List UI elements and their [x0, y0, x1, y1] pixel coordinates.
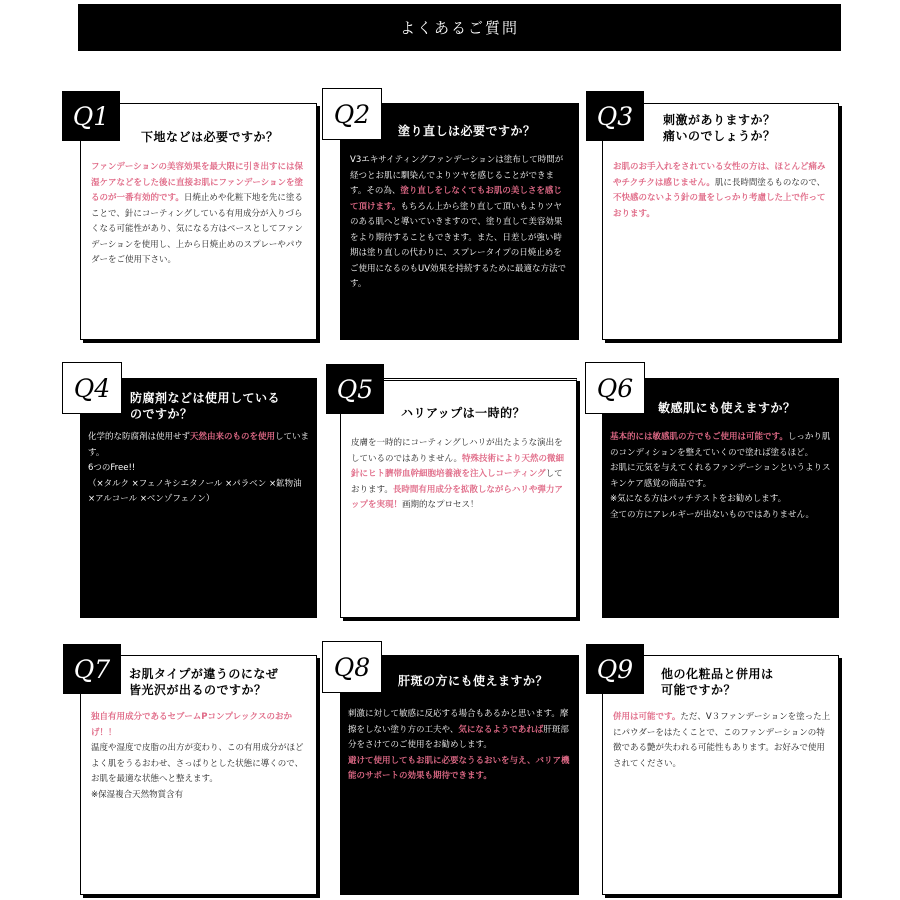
answer-highlight: 併用は可能です。 — [613, 712, 681, 722]
answer-text: 刺激に対して敏感に反応する場合もあるかと思います。摩擦をしない塗り方の工夫や、 — [348, 709, 569, 735]
badge-q2: Q2 — [322, 88, 382, 140]
answer-highlight: 基本的には敏感肌の方でもご使用は可能です。 — [610, 432, 788, 442]
faq-card-q5 — [340, 378, 577, 618]
question-q1: 下地などは必要ですか？ — [141, 130, 279, 144]
question-q9: 他の化粧品と併用は 可能ですか？ — [661, 667, 774, 697]
badge-q9: Q9 — [586, 644, 644, 694]
answer-text: しっかり肌のコンディションを整えていくので塗れば塗るほど。 — [610, 432, 831, 458]
answer-text: 温度や湿度で皮脂の出方が変わり、この有用成分がほどよく肌をうるおわせ、さっぱりとした状態に導くので、お肌を最適な状態へと整えます。 — [91, 743, 304, 784]
badge-q1: Q1 — [62, 91, 120, 141]
answer-text: 画期的なプロセス！ — [402, 500, 479, 510]
page-header — [78, 4, 841, 51]
answer-q2 — [350, 153, 570, 293]
answer-text: ※気になる方はパッチテストをお勧めします。 — [610, 494, 787, 504]
badge-q5: Q5 — [326, 364, 384, 414]
answer-highlight: 独自有用成分であるセブームPコンプレックスのおかげ！！ — [91, 712, 292, 738]
answer-q6 — [610, 430, 832, 523]
badge-q6: Q6 — [585, 362, 645, 414]
page-title: よくあるご質問 — [399, 19, 519, 37]
faq-card-q4 — [80, 378, 317, 618]
answer-highlight: 特殊技術により天然の微細針にヒト臍帯血幹細胞培養液を注入しコーティング — [351, 453, 565, 479]
badge-q3: Q3 — [586, 91, 644, 141]
answer-q5 — [351, 436, 569, 514]
answer-text: しております。 — [351, 469, 563, 495]
answer-text: しています。 — [88, 432, 310, 458]
answer-q9 — [613, 710, 831, 772]
answer-highlight: 天然由来のものを使用 — [190, 432, 276, 442]
answer-text: 日焼止めや化粧下地を先に塗ることで、針にコーティングしている有用成分が入りづらくなる可能性があり、気になる方はベースとしてファンデーションを使用し、上から日焼止めのスプレーやパウダーをご使用下さい。 — [91, 193, 303, 265]
answer-text: もちろん上から塗り直して頂いもよりツヤのある肌へと導いていきますので、塗り直して美容効果をより期待することもできます。また、日差しが強い時期は塗り直しの代わりに、スプレータイプの日焼止めをご使用になるのもUV効果を持続するために最適な方法です。 — [350, 201, 567, 289]
faq-card-q6 — [602, 378, 839, 618]
answer-text: 皮膚を一時的にコーティングしハリが出たような演出をしているのではありません。 — [351, 438, 563, 464]
answer-text: ※保湿複合天然物質含有 — [91, 789, 184, 800]
question-q8: 肝斑の方にも使えますか？ — [398, 674, 549, 688]
answer-text: 全ての方にアレルギーが出ないものではありません。 — [610, 509, 814, 520]
answer-q8 — [348, 707, 572, 785]
answer-highlight: 気になるようであれば — [458, 724, 544, 735]
question-q2: 塗り直しは必要ですか？ — [398, 124, 536, 138]
question-q7: お肌タイプが違うのになぜ 皆光沢が出るのですか？ — [129, 667, 279, 697]
question-q6: 敏感肌にも使えますか？ — [658, 401, 796, 415]
answer-highlight: 避けて使用してもお肌に必要なうるおいを与え、バリア機能のサポートの効果も期待できます。 — [348, 755, 570, 781]
answer-text: V3エキサイティングファンデーションは塗布して時間が経つとお肌に馴染んでよりツヤを感じることができます。その為、 — [350, 155, 564, 196]
answer-text: 化学的な防腐剤は使用せず — [88, 432, 191, 442]
badge-q8: Q8 — [322, 641, 382, 693]
answer-highlight: 不快感のないよう針の量をしっかり考慮した上で作っております。 — [613, 193, 826, 219]
question-q3: 刺激がありますか？ 痛いのでしょうか？ — [663, 113, 776, 143]
answer-text: 6つのFree!! — [88, 463, 136, 473]
answer-highlight: ファンデーションの美容効果を最大限に引き出すには保湿ケアなどをした後に直接お肌にファンデーションを塗るのが一番有効的です。 — [91, 162, 303, 203]
answer-text: ただ、V３ファンデーションを塗った上にパウダーをはたくことで、このファンデーションの特徴である艶が失われる可能性もあります。お好みで使用されてください。 — [613, 712, 831, 769]
answer-highlight: お肌のお手入れをされている女性の方は、ほとんど痛みやチクチクは感じません。 — [613, 162, 826, 188]
answer-text: お肌に元気を与えてくれるファンデーションというよりスキンケア感覚の商品です。 — [610, 463, 831, 489]
badge-q7: Q7 — [63, 644, 121, 694]
answer-q3 — [613, 160, 831, 222]
answer-q4 — [88, 430, 310, 508]
answer-text: 肝斑部分をさけてのご使用をお勧めします。 — [348, 724, 569, 750]
question-q4: 防腐剤などは使用している のですか？ — [130, 391, 281, 421]
answer-highlight: 塗り直しをしなくてもお肌の美しさを感じて頂けます。 — [350, 186, 562, 212]
answer-highlight: 長時間有用成分を拡散しながらハリや弾力アップを実現！ — [351, 484, 563, 510]
answer-q7 — [91, 710, 309, 803]
question-q5: ハリアップは一時的？ — [401, 406, 526, 420]
badge-q4: Q4 — [62, 362, 122, 414]
answer-text: 肌に長時間塗るものなので、 — [714, 177, 826, 188]
answer-text: （×タルク ×フェノキシエタノール ×パラベン ×鉱物油 ×アルコール ×ベンゾフェノン） — [88, 478, 302, 504]
answer-q1 — [91, 160, 309, 269]
